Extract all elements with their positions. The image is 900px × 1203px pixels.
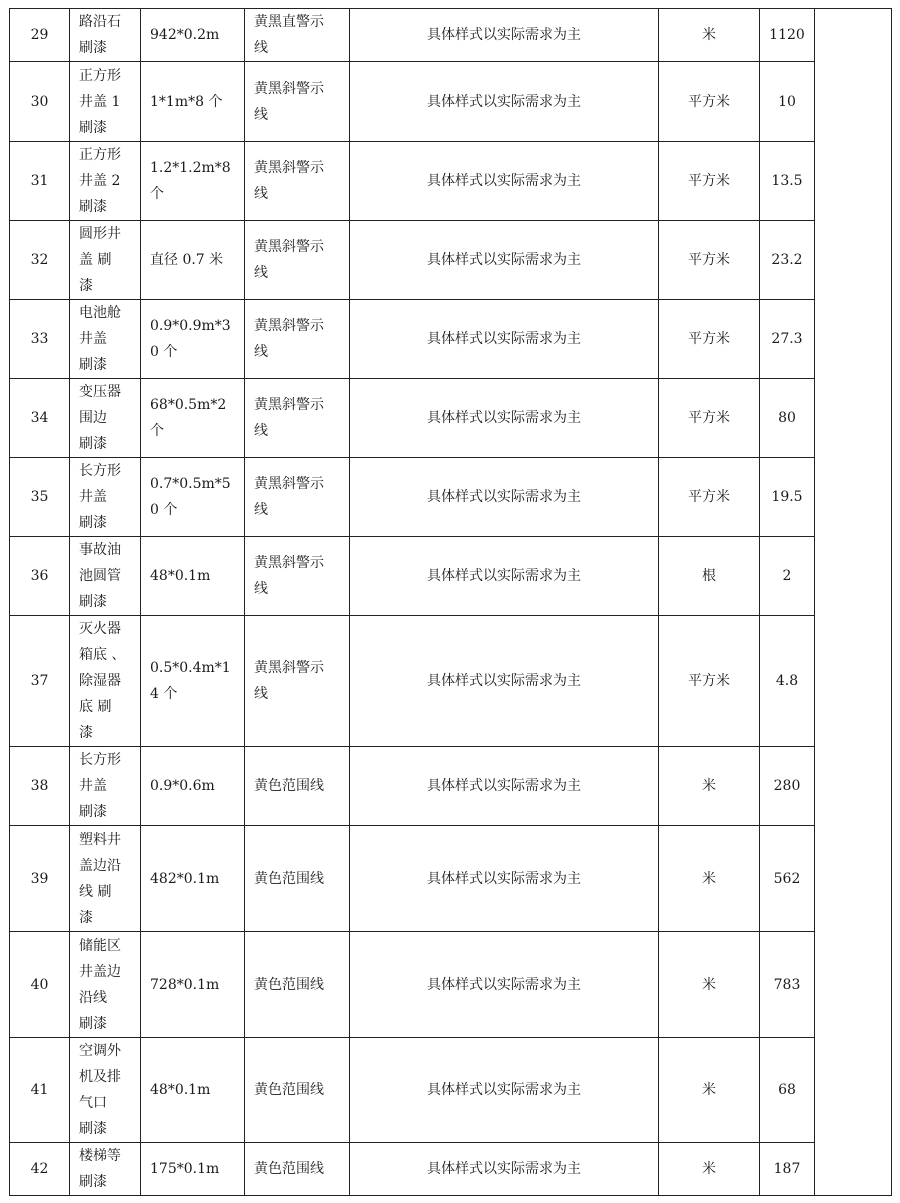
specification-cell <box>141 1038 245 1143</box>
specification-cell <box>141 458 245 537</box>
row-number-cell <box>10 221 70 300</box>
requirement-cell <box>350 616 659 747</box>
specification-cell <box>141 1143 245 1196</box>
item-name-text: 圆形井 盖 刷 漆 <box>79 226 121 294</box>
row-number-text: 34 <box>30 410 49 426</box>
row-number-cell <box>10 458 70 537</box>
specification-cell <box>141 616 245 747</box>
quantity-text: 68 <box>778 1082 796 1098</box>
unit-text: 米 <box>702 1161 716 1177</box>
requirement-cell <box>350 300 659 379</box>
requirement-cell <box>350 537 659 616</box>
specification-text: 175*0.1m <box>150 1161 220 1177</box>
specification-text: 68*0.5m*2 个 <box>150 397 227 439</box>
requirement-text: 具体样式以实际需求为主 <box>427 489 581 505</box>
unit-cell <box>659 221 760 300</box>
item-name-cell <box>70 62 141 142</box>
item-name-text: 正方形 井盖 2 刷漆 <box>79 147 121 215</box>
quantity-cell <box>760 537 815 616</box>
marking-type-cell <box>245 221 350 300</box>
unit-text: 米 <box>702 870 716 887</box>
unit-cell <box>659 9 760 62</box>
requirement-text: 具体样式以实际需求为主 <box>427 1082 581 1098</box>
row-number-cell <box>10 826 70 932</box>
table-row <box>10 62 892 142</box>
quantity-cell <box>760 747 815 826</box>
row-number-cell <box>10 932 70 1038</box>
specification-text: 0.9*0.9m*3 0 个 <box>150 318 231 360</box>
requirement-cell <box>350 1038 659 1143</box>
table-body <box>10 9 892 1196</box>
marking-type-cell <box>245 537 350 616</box>
marking-type-text: 黄色范围线 <box>254 976 324 993</box>
requirement-text: 具体样式以实际需求为主 <box>427 673 581 689</box>
marking-type-text: 黄黑斜警示 线 <box>254 555 324 597</box>
requirement-text: 具体样式以实际需求为主 <box>427 568 581 584</box>
row-number-cell <box>10 379 70 458</box>
specification-text: 482*0.1m <box>150 870 220 887</box>
row-number-cell <box>10 747 70 826</box>
row-number-cell <box>10 300 70 379</box>
marking-type-cell <box>245 458 350 537</box>
row-number-text: 31 <box>30 173 49 189</box>
quantity-cell <box>760 932 815 1038</box>
row-number-cell <box>10 62 70 142</box>
item-name-cell <box>70 747 141 826</box>
table-row <box>10 932 892 1038</box>
requirement-text: 具体样式以实际需求为主 <box>427 252 581 268</box>
item-name-cell <box>70 1143 141 1196</box>
requirement-text: 具体样式以实际需求为主 <box>427 410 581 426</box>
row-number-text: 41 <box>30 1082 49 1098</box>
marking-type-cell <box>245 9 350 62</box>
specification-cell <box>141 9 245 62</box>
specification-cell <box>141 826 245 932</box>
table-row <box>10 9 892 62</box>
quantity-text: 562 <box>773 870 801 887</box>
marking-type-cell <box>245 379 350 458</box>
quantity-cell <box>760 379 815 458</box>
table-row <box>10 616 892 747</box>
unit-text: 根 <box>702 568 716 584</box>
specification-text: 48*0.1m <box>150 568 211 584</box>
unit-text: 米 <box>702 1082 716 1098</box>
unit-text: 平方米 <box>688 93 730 110</box>
item-name-text: 塑料井 盖边沿 线 刷 漆 <box>79 831 121 926</box>
marking-type-text: 黄色范围线 <box>254 778 324 794</box>
row-number-text: 36 <box>30 568 49 584</box>
quantity-text: 13.5 <box>771 173 803 189</box>
specification-cell <box>141 747 245 826</box>
unit-cell <box>659 747 760 826</box>
quantity-text: 2 <box>782 568 792 584</box>
item-name-cell <box>70 537 141 616</box>
item-name-text: 路沿石 刷漆 <box>79 14 121 56</box>
item-name-cell <box>70 458 141 537</box>
row-number-text: 35 <box>30 489 49 505</box>
quantity-cell <box>760 300 815 379</box>
specification-text: 1*1m*8 个 <box>150 93 223 110</box>
item-name-text: 电池舱 井盖 刷漆 <box>79 305 121 373</box>
row-number-text: 37 <box>30 673 49 689</box>
quantity-text: 280 <box>773 778 801 794</box>
table-row <box>10 458 892 537</box>
marking-type-text: 黄黑斜警示 线 <box>254 660 324 702</box>
row-number-text: 42 <box>30 1161 49 1177</box>
unit-cell <box>659 1143 760 1196</box>
item-name-cell <box>70 142 141 221</box>
row-number-text: 30 <box>30 93 49 110</box>
specification-cell <box>141 932 245 1038</box>
marking-type-text: 黄黑斜警示 线 <box>254 80 324 123</box>
unit-cell <box>659 826 760 932</box>
marking-type-text: 黄色范围线 <box>254 870 324 887</box>
marking-type-cell <box>245 1143 350 1196</box>
quantity-text: 80 <box>778 410 796 426</box>
marking-type-text: 黄黑斜警示 线 <box>254 318 324 360</box>
quantity-cell <box>760 9 815 62</box>
marking-type-text: 黄色范围线 <box>254 1161 324 1177</box>
item-name-cell <box>70 932 141 1038</box>
table-row <box>10 300 892 379</box>
marking-type-cell <box>245 747 350 826</box>
item-name-text: 灭火器 箱底 、 除湿器 底 刷 漆 <box>79 621 126 741</box>
specification-text: 0.7*0.5m*5 0 个 <box>150 476 231 518</box>
quantity-text: 23.2 <box>771 252 803 268</box>
item-name-text: 空调外 机及排 气口 刷漆 <box>79 1043 121 1137</box>
requirement-cell <box>350 221 659 300</box>
unit-cell <box>659 537 760 616</box>
requirement-text: 具体样式以实际需求为主 <box>427 331 581 347</box>
row-number-cell <box>10 1143 70 1196</box>
item-name-text: 事故油 池圆管 刷漆 <box>79 542 121 610</box>
quantity-cell <box>760 826 815 932</box>
item-name-text: 长方形 井盖 刷漆 <box>79 752 121 820</box>
requirement-text: 具体样式以实际需求为主 <box>427 27 581 43</box>
row-number-text: 40 <box>30 976 49 993</box>
table-row <box>10 747 892 826</box>
quantity-cell <box>760 458 815 537</box>
quantity-text: 4.8 <box>775 673 799 689</box>
requirement-cell <box>350 379 659 458</box>
specification-cell <box>141 379 245 458</box>
row-number-cell <box>10 142 70 221</box>
specification-text: 0.5*0.4m*1 4 个 <box>150 660 231 702</box>
unit-text: 米 <box>702 27 716 43</box>
requirement-text: 具体样式以实际需求为主 <box>427 976 581 993</box>
row-number-text: 33 <box>30 331 49 347</box>
unit-cell <box>659 1038 760 1143</box>
row-number-cell <box>10 616 70 747</box>
unit-text: 平方米 <box>688 410 730 426</box>
marking-type-text: 黄黑斜警示 线 <box>254 397 324 439</box>
specification-text: 728*0.1m <box>150 976 220 993</box>
specification-cell <box>141 62 245 142</box>
specification-cell <box>141 300 245 379</box>
unit-text: 平方米 <box>688 173 730 189</box>
unit-text: 米 <box>702 976 716 993</box>
requirement-cell <box>350 62 659 142</box>
quantity-text: 27.3 <box>771 331 803 347</box>
quantity-cell <box>760 62 815 142</box>
item-name-cell <box>70 9 141 62</box>
requirement-text: 具体样式以实际需求为主 <box>427 1161 581 1177</box>
requirement-text: 具体样式以实际需求为主 <box>427 93 581 110</box>
table-row <box>10 826 892 932</box>
requirement-cell <box>350 9 659 62</box>
quantity-cell <box>760 1038 815 1143</box>
unit-cell <box>659 379 760 458</box>
unit-cell <box>659 300 760 379</box>
quantity-text: 1120 <box>769 27 805 43</box>
unit-cell <box>659 458 760 537</box>
table-row <box>10 379 892 458</box>
unit-cell <box>659 62 760 142</box>
item-name-text: 正方形 井盖 1 刷漆 <box>79 67 121 136</box>
quantity-text: 10 <box>778 93 796 110</box>
item-name-text: 储能区 井盖边 沿线 刷漆 <box>79 937 121 1032</box>
quantity-table <box>9 8 892 1196</box>
row-number-text: 39 <box>30 870 49 887</box>
marking-type-text: 黄色范围线 <box>254 1082 324 1098</box>
specification-text: 48*0.1m <box>150 1082 211 1098</box>
item-name-text: 长方形 井盖 刷漆 <box>79 463 121 531</box>
marking-type-cell <box>245 300 350 379</box>
item-name-cell <box>70 379 141 458</box>
item-name-cell <box>70 616 141 747</box>
specification-cell <box>141 142 245 221</box>
quantity-cell <box>760 221 815 300</box>
quantity-cell <box>760 142 815 221</box>
marking-type-text: 黄黑斜警示 线 <box>254 239 324 281</box>
unit-text: 平方米 <box>688 331 730 347</box>
unit-text: 平方米 <box>688 252 730 268</box>
table-row <box>10 142 892 221</box>
item-name-cell <box>70 826 141 932</box>
marking-type-cell <box>245 826 350 932</box>
quantity-text: 187 <box>773 1161 801 1177</box>
specification-text: 942*0.2m <box>150 27 220 43</box>
quantity-cell <box>760 1143 815 1196</box>
requirement-cell <box>350 747 659 826</box>
row-number-text: 29 <box>30 27 49 43</box>
requirement-text: 具体样式以实际需求为主 <box>427 173 581 189</box>
requirement-cell <box>350 826 659 932</box>
marking-type-text: 黄黑斜警示 线 <box>254 476 324 518</box>
empty-remarks-cell <box>815 9 892 1196</box>
requirement-text: 具体样式以实际需求为主 <box>427 870 581 887</box>
requirement-cell <box>350 458 659 537</box>
row-number-cell <box>10 9 70 62</box>
item-name-text: 楼梯等 刷漆 <box>79 1148 121 1190</box>
specification-cell <box>141 221 245 300</box>
item-name-cell <box>70 221 141 300</box>
specification-cell <box>141 537 245 616</box>
unit-text: 平方米 <box>688 673 730 689</box>
requirement-cell <box>350 932 659 1038</box>
unit-text: 平方米 <box>688 489 730 505</box>
item-name-cell <box>70 1038 141 1143</box>
marking-type-cell <box>245 616 350 747</box>
table-row <box>10 1038 892 1143</box>
quantity-text: 783 <box>773 976 801 993</box>
quantity-text: 19.5 <box>771 489 803 505</box>
item-name-text: 变压器 围边 刷漆 <box>79 384 121 452</box>
unit-cell <box>659 932 760 1038</box>
unit-cell <box>659 142 760 221</box>
specification-text: 直径 0.7 米 <box>150 252 224 268</box>
item-name-cell <box>70 300 141 379</box>
requirement-cell <box>350 1143 659 1196</box>
marking-type-cell <box>245 62 350 142</box>
row-number-text: 32 <box>30 252 49 268</box>
table-row <box>10 221 892 300</box>
row-number-text: 38 <box>30 778 49 794</box>
marking-type-cell <box>245 142 350 221</box>
marking-type-text: 黄黑直警示 线 <box>254 14 324 56</box>
quantity-cell <box>760 616 815 747</box>
table-row <box>10 1143 892 1196</box>
marking-type-cell <box>245 932 350 1038</box>
table-row <box>10 537 892 616</box>
requirement-cell <box>350 142 659 221</box>
marking-type-text: 黄黑斜警示 线 <box>254 160 324 202</box>
requirement-text: 具体样式以实际需求为主 <box>427 778 581 794</box>
specification-text: 0.9*0.6m <box>150 778 215 794</box>
marking-type-cell <box>245 1038 350 1143</box>
unit-text: 米 <box>702 778 716 794</box>
row-number-cell <box>10 1038 70 1143</box>
row-number-cell <box>10 537 70 616</box>
specification-text: 1.2*1.2m*8 个 <box>150 160 231 202</box>
unit-cell <box>659 616 760 747</box>
